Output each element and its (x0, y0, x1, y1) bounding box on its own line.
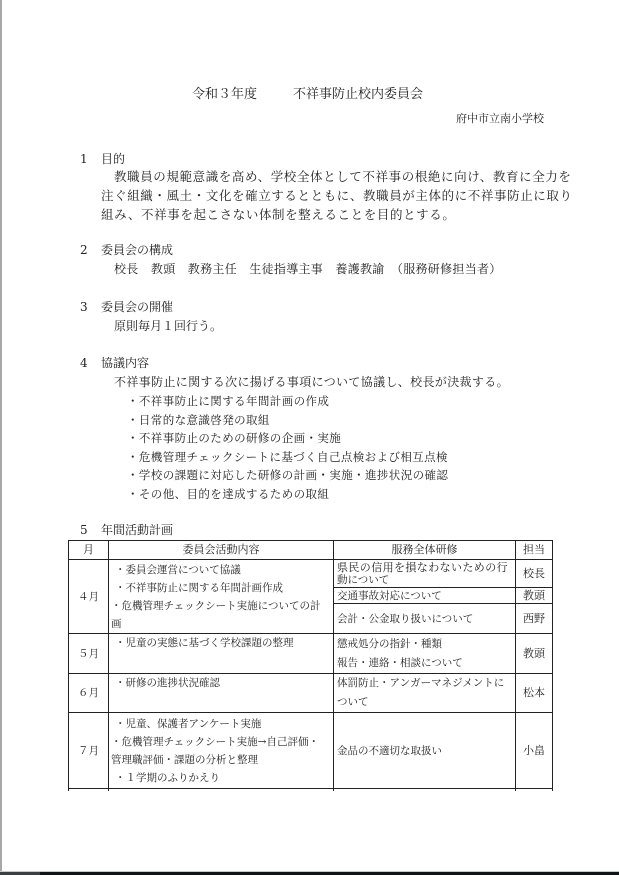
page-title (192, 88, 423, 102)
month-cell: ７月 (69, 713, 109, 789)
section-3-number: 3 (80, 300, 88, 314)
activities-cell (109, 634, 334, 674)
agenda-item: ・不祥事防止に関する年間計画の作成 (127, 394, 330, 408)
owner-cell: 校長 (516, 560, 553, 588)
owner-cell: 教頭 (516, 588, 553, 604)
activity-item: ・１学期のふりかえり (115, 771, 220, 784)
activity-item: ・危機管理チェックシート実施についての計 (111, 599, 321, 612)
training-text: 報告・連絡・相談について (337, 656, 463, 669)
table-row-july (69, 713, 553, 789)
column-header-activities: 委員会活動内容 (109, 541, 334, 560)
table-row-may (69, 634, 553, 674)
owner-cell: 松本 (516, 674, 553, 713)
training-text: ついて (337, 696, 369, 708)
table-row-june (69, 674, 553, 713)
section-4-number: 4 (80, 356, 88, 370)
agenda-item: ・日常的な意識啓発の取組 (127, 413, 270, 427)
training-cell (334, 560, 516, 588)
section-2-heading: 委員会の構成 (101, 243, 174, 257)
training-text: 県民の信用を損なわないための行 (337, 560, 508, 574)
activity-item: ・委員会運営について協議 (115, 563, 241, 576)
training-cell (334, 634, 516, 674)
section-1-heading: 目的 (101, 152, 126, 166)
column-header-owner: 担当 (516, 541, 553, 560)
owner-cell: 西野 (516, 604, 553, 634)
column-header-month: 月 (69, 541, 109, 560)
activity-item: ・研修の進捗状況確認 (115, 677, 220, 689)
activity-item: 画 (111, 617, 122, 630)
section-5-heading: 年間活動計画 (101, 523, 174, 537)
purpose-line-3: 組み、不祥事を起こさない体制を整えることを目的とする。 (101, 207, 456, 222)
owner-cell: 教頭 (516, 634, 553, 674)
activity-item: ・児童の実態に基づく学校課題の整理 (115, 637, 294, 649)
activity-item: ・児童、保護者アンケート実施 (115, 717, 262, 730)
meeting-frequency: 原則毎月１回行う。 (114, 319, 223, 333)
activities-cell (109, 713, 334, 789)
activities-cell (109, 674, 334, 713)
owner-cell: 小畠 (516, 713, 553, 789)
title-main: 不祥事防止校内委員会 (293, 87, 424, 102)
training-cell: 金品の不適切な取扱い (334, 713, 516, 789)
purpose-line-2: 注ぐ組織・風土・文化を確立するとともに、教職員が主体的に不祥事防止に取り (101, 188, 573, 203)
viewer-left-edge (0, 0, 2, 873)
title-year: 令和３年度 (192, 87, 258, 102)
section-2-number: 2 (80, 243, 88, 257)
section-4-heading: 協議内容 (101, 356, 150, 370)
month-cell: ６月 (69, 674, 109, 713)
agenda-item: ・その他、目的を達成するための取組 (127, 487, 330, 501)
activity-item: 管理職評価・課題の分析と整理 (111, 753, 258, 766)
school-name: 府中市立南小学校 (456, 112, 544, 125)
activity-item: ・危機管理チェックシート実施→自己評価・ (111, 735, 319, 748)
training-cell (334, 674, 516, 713)
table-header-row (69, 541, 553, 560)
section-3-heading: 委員会の開催 (101, 300, 174, 314)
column-header-training: 服務全体研修 (334, 541, 516, 560)
section-5-number: 5 (80, 523, 88, 537)
month-cell: ４月 (69, 560, 109, 634)
training-cell: 会計・公金取り扱いについて (334, 604, 516, 634)
training-text: 体罰防止・アンガーマネジメントに (337, 677, 505, 689)
training-text: 懲戒処分の指針・種類 (337, 637, 442, 650)
month-cell: ５月 (69, 634, 109, 674)
agenda-intro: 不祥事防止に関する次に揚げる事項について協議し、校長が決裁する。 (114, 375, 509, 389)
table-row-april (69, 560, 553, 588)
activities-cell (109, 560, 334, 634)
members-list: 校長 教頭 教務主任 生徒指導主事 養護教諭 （服務研修担当者） (114, 262, 502, 276)
purpose-line-1: 教職員の規範意識を高め、学校全体として不祥事の根絶に向け、教育に全力を (114, 169, 572, 184)
agenda-item: ・不祥事防止のための研修の企画・実施 (127, 431, 342, 445)
agenda-item: ・学校の課題に対応した研修の計画・実施・進捗状況の確認 (127, 468, 449, 482)
section-1-number: 1 (80, 152, 88, 166)
training-cell: 交通事故対応について (334, 588, 516, 604)
annual-plan-table (68, 540, 553, 789)
activity-item: ・不祥事防止に関する年間計画作成 (115, 581, 283, 594)
table-continuation-marks (68, 787, 553, 791)
agenda-item: ・危機管理チェックシートに基づく自己点検および相互点検 (127, 450, 448, 464)
training-text: 動について (337, 573, 390, 586)
